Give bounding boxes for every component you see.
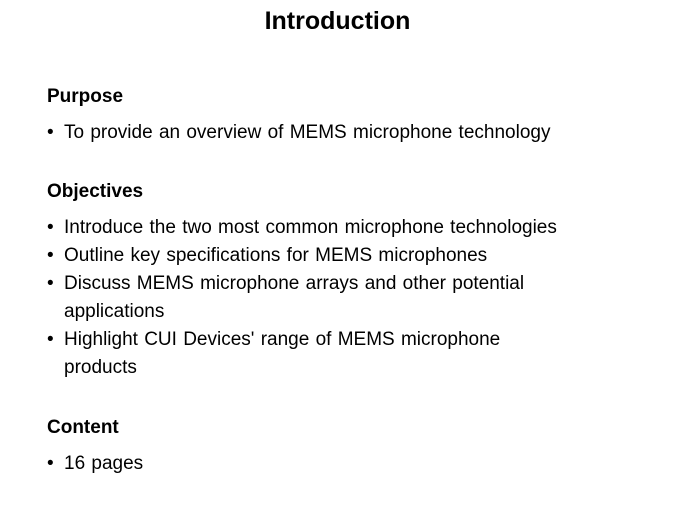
bullet-item — [47, 242, 647, 270]
bullet-text: Introduce the two most common microphone technologies — [64, 217, 557, 238]
bullet-text: Discuss MEMS microphone arrays and other potential applications — [64, 273, 525, 322]
bullet-dot: • — [47, 273, 54, 294]
bullet-dot: • — [47, 122, 54, 143]
bullet-text: To provide an overview of MEMS microphone technology — [64, 122, 551, 143]
section-heading: Content — [47, 417, 119, 438]
slide-title: Introduction — [264, 7, 411, 35]
section-content — [47, 417, 647, 478]
bullet-list — [47, 119, 647, 147]
bullet-text: Highlight CUI Devices' range of MEMS microphone products — [64, 329, 501, 378]
bullet-list — [47, 214, 647, 382]
section-purpose — [47, 86, 647, 147]
bullet-item — [47, 326, 564, 382]
bullet-dot: • — [47, 217, 54, 238]
bullet-dot: • — [47, 245, 54, 266]
section-heading: Objectives — [47, 181, 144, 202]
section-heading: Purpose — [47, 86, 124, 107]
bullet-text: 16 pages — [64, 453, 144, 474]
bullet-item — [47, 270, 584, 326]
bullet-item — [47, 119, 647, 147]
bullet-dot: • — [47, 329, 54, 350]
bullet-item — [47, 450, 647, 478]
bullet-list — [47, 450, 647, 478]
bullet-item — [47, 214, 647, 242]
section-objectives — [47, 181, 647, 382]
bullet-text: Outline key specifications for MEMS microphones — [64, 245, 488, 266]
bullet-dot: • — [47, 453, 54, 474]
